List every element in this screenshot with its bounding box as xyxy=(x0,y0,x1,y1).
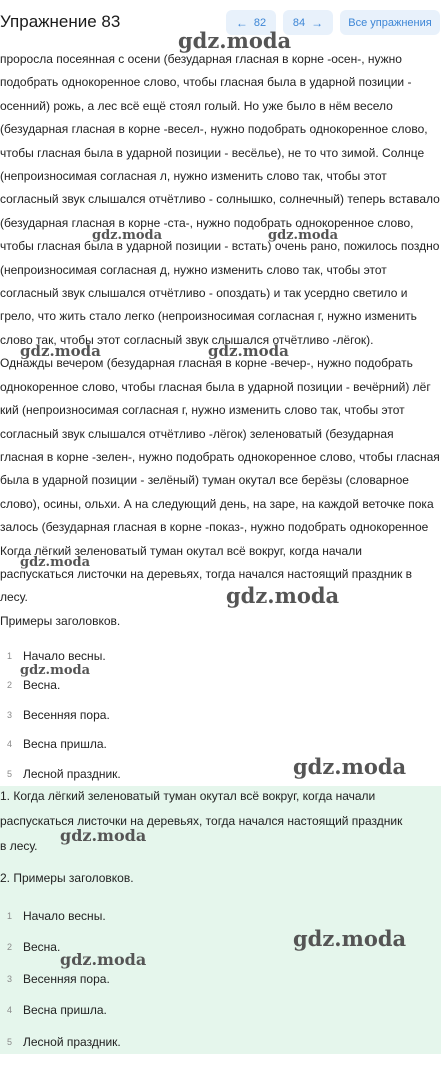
text-line: была в ударной позиции - зелёный) туман окутал все берёзы (словарное xyxy=(0,473,409,488)
watermark: gdz.moda xyxy=(178,28,292,53)
next-exercise-label: 84 xyxy=(292,16,306,29)
list-item: 3 Весенняя пора. xyxy=(6,707,110,722)
list-item: 4 Весна пришла. xyxy=(6,737,107,752)
list-item: 4 Весна пришла. xyxy=(6,1003,107,1018)
answer-line: в лесу. xyxy=(0,839,38,853)
text-line: однокоренное слово, чтобы гласная была в ударной позиции - вечёрний) лёг xyxy=(0,379,431,394)
text-line: лесу. xyxy=(0,590,28,605)
next-exercise-button[interactable] xyxy=(283,10,333,35)
text-line: гласная в корне -зелен-, нужно подобрать однокоренное слово, чтобы гласная xyxy=(0,449,440,464)
text-line: (непроизносимая согласная л, нужно изменить слово так, чтобы этот xyxy=(0,169,387,184)
prev-exercise-label: 82 xyxy=(253,16,267,29)
page-title: Упражнение 83 xyxy=(0,12,121,31)
arrow-right-icon: → xyxy=(311,15,324,30)
text-line: согласный звук слышался отчётливо - солнышко, солнечный) теперь вставало xyxy=(0,192,440,207)
watermark: gdz.moda xyxy=(20,555,91,570)
list-item: 1 Начало весны. xyxy=(6,908,106,923)
text-line: слово так, чтобы этот согласный звук слышался отчётливо -лёгок). xyxy=(0,332,374,347)
text-line: слово), осины, ольхи. А на следующий день, на заре, на каждой веточке пока xyxy=(0,496,434,511)
text-line: Примеры заголовков. xyxy=(0,613,121,628)
text-line: кий (непроизносимая согласная г, нужно изменить слово так, чтобы этот xyxy=(0,403,405,418)
list-item: 2 Весна. xyxy=(6,678,61,693)
list-item: 5 Лесной праздник. xyxy=(6,1034,121,1049)
answer-heading: 2. Примеры заголовков. xyxy=(0,871,134,885)
answer-block xyxy=(0,786,441,1054)
watermark: gdz.moda xyxy=(60,826,147,845)
text-line: согласный звук слышался отчётливо - опоздать) и так усердно светило и xyxy=(0,286,408,301)
text-line: (безударная гласная в корне -весел-, нужно подобрать однокоренное слово, xyxy=(0,122,428,137)
prev-exercise-button[interactable] xyxy=(226,10,276,35)
text-line: (непроизносимая согласная д, нужно изменить слово так, чтобы этот xyxy=(0,262,387,277)
watermark: gdz.moda xyxy=(20,663,91,678)
text-line: залось (безударная гласная в корне -показ-, нужно подобрать однокоренное xyxy=(0,520,429,535)
watermark: gdz.moda xyxy=(60,950,147,969)
watermark: gdz.moda xyxy=(92,228,163,243)
text-line: Когда лёгкий зеленоватый туман окутал всё вокруг, когда начали xyxy=(0,543,362,558)
text-line: грело, что жить стало легко (непроизносимая согласная г, нужно изменить xyxy=(0,309,417,324)
list-item: 2 Весна. xyxy=(6,940,61,955)
header xyxy=(0,0,442,46)
watermark: gdz.moda xyxy=(293,754,407,779)
watermark: gdz.moda xyxy=(226,583,340,608)
text-line: чтобы гласная была в ударной позиции - весёлье), не то что зимой. Солнце xyxy=(0,145,425,160)
text-line: проросла посеянная с осени (безударная гласная в корне -осен-, нужно xyxy=(0,52,402,66)
watermark: gdz.moda xyxy=(208,342,289,360)
answer-line: 1. Когда лёгкий зеленоватый туман окутал всё вокруг, когда начали xyxy=(0,789,376,803)
answer-titles-list xyxy=(0,900,441,1058)
list-item: 1 Начало весны. xyxy=(6,648,106,663)
text-line: (безударная гласная в корне -ста-, нужно подобрать однокоренное слово, xyxy=(0,215,414,230)
text-line: чтобы гласная была в ударной позиции - встать) очень рано, пожилось поздно xyxy=(0,239,440,254)
watermark: gdz.moda xyxy=(268,228,339,243)
text-line: осенний) рожь, а лес всё ещё стоял голый. Но уже было в нём весело xyxy=(0,98,393,113)
all-exercises-button[interactable]: Все упражнения xyxy=(340,10,440,35)
list-item: 3 Весенняя пора. xyxy=(6,971,110,986)
arrow-left-icon: ← xyxy=(235,15,248,30)
list-item: 5 Лесной праздник. xyxy=(6,766,121,781)
watermark: gdz.moda xyxy=(20,342,101,360)
text-line: Однажды вечером (безударная гласная в корне -вечер-, нужно подобрать xyxy=(0,356,413,371)
text-line: распускаться листочки на деревьях, тогда начался настоящий праздник в xyxy=(0,566,413,581)
text-line: подобрать однокоренное слово, чтобы гласная была в ударной позиции - xyxy=(0,75,412,90)
solution-text xyxy=(0,48,441,633)
watermark: gdz.moda xyxy=(293,926,407,951)
titles-list xyxy=(0,641,441,789)
text-line: согласный звук слышался отчётливо -лёгок) зеленоватый (безударная xyxy=(0,426,394,441)
answer-line: распускаться листочки на деревьях, тогда начался настоящий праздник xyxy=(0,814,403,828)
